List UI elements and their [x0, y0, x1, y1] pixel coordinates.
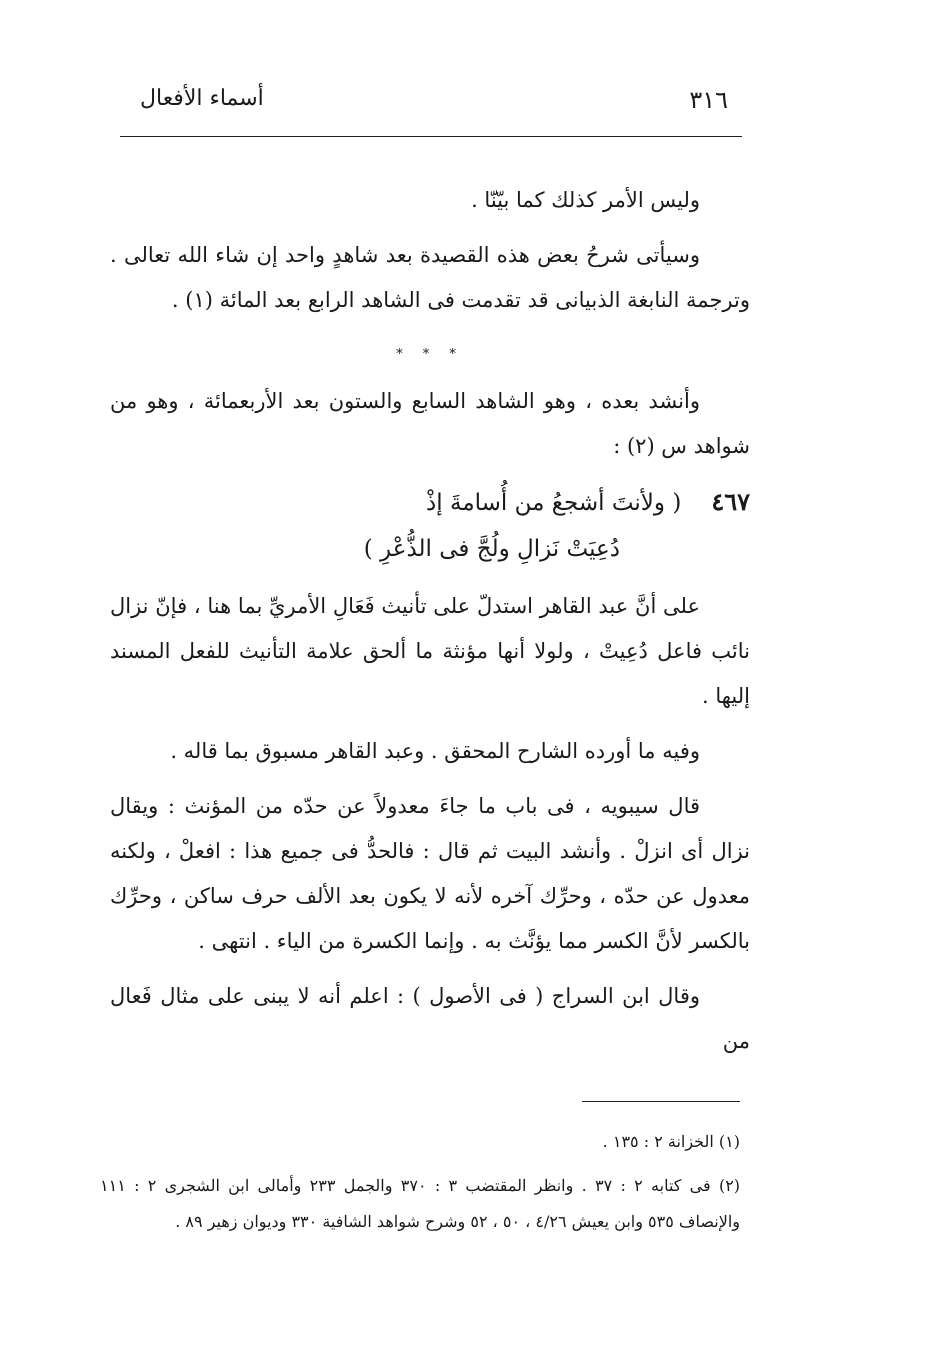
paragraph-4: على أنَّ عبد القاهر استدلّ على تأنيث فَعَالِ الأمريِّ بما هنا ، فإنّ نزال نائب فاعل دُعِيتْ ، ولولا أنها مؤنثة ما ألحق علامة التأنيث للفعل المسند إليها .	[110, 594, 750, 708]
paragraph-1: وليس الأمر كذلك كما بيّنّا .	[471, 188, 700, 212]
verse-block	[110, 479, 750, 572]
paragraph-7: وقال ابن السراج ( فى الأصول ) : اعلم أنه لا يبنى على مثال فَعال من	[110, 984, 750, 1053]
running-title: أسماء الأفعال	[140, 86, 264, 111]
verse-first-hemistich-row	[110, 479, 750, 526]
verse-first-hemistich: ( ولأنتَ أشجعُ من أُسامةَ إذْ	[426, 490, 682, 516]
paragraph-2: وسيأتى شرحُ بعض هذه القصيدة بعد شاهدٍ واحد إن شاء الله تعالى . وترجمة النابغة الذبيانى قد تقدمت فى الشاهد الرابع بعد المائة (١) .	[110, 243, 750, 312]
verse-number: ٤٦٧	[711, 487, 750, 516]
page-header	[120, 78, 746, 118]
verse-second-hemistich: دُعِيَتْ نَزالِ ولُجَّ فى الذُّعْرِ )	[363, 536, 620, 562]
footnotes	[100, 1124, 740, 1240]
paragraph-5: وفيه ما أورده الشارح المحقق . وعبد القاهر مسبوق بما قاله .	[170, 739, 700, 763]
paragraph-3: وأنشد بعده ، وهو الشاهد السابع والستون بعد الأربعمائة ، وهو من شواهد س (٢) :	[110, 389, 750, 458]
footnote-2: (٢) فى كتابه ٢ : ٣٧ . وانظر المقتضب ٣ : ٣٧٠ والجمل ٢٣٣ وأمالى ابن الشجرى ٢ : ١١١ والإنصاف ٥٣٥ وابن يعيش ٤/٢٦ ، ٥٠ ، ٥٢ وشرح شواهد الشافية ٣٣٠ وديوان زهير ٨٩ .	[100, 1176, 741, 1231]
page-number: ٣١٦	[689, 86, 728, 114]
main-text	[110, 178, 750, 1074]
footnote-1: (١) الخزانة ٢ : ١٣٥ .	[602, 1132, 740, 1151]
paragraph-6: قال سيبويه ، فى باب ما جاءَ معدولاً عن حدّه من المؤنث : ويقال نزال أى انزلْ . وأنشد البيت ثم قال : فالحدُّ فى جميع هذا : افعلْ ، ولكنه معدول عن حدّه ، وحرِّك آخره لأنه لا يكون بعد الألف حرف ساكن ، وحرِّك بالكسر لأنَّ الكسر مما يؤنَّث به . وإنما الكسرة من الياء . انتهى .	[110, 794, 750, 953]
section-separator: * * *	[396, 347, 464, 362]
footnote-rule	[582, 1101, 740, 1102]
header-rule	[120, 136, 742, 137]
